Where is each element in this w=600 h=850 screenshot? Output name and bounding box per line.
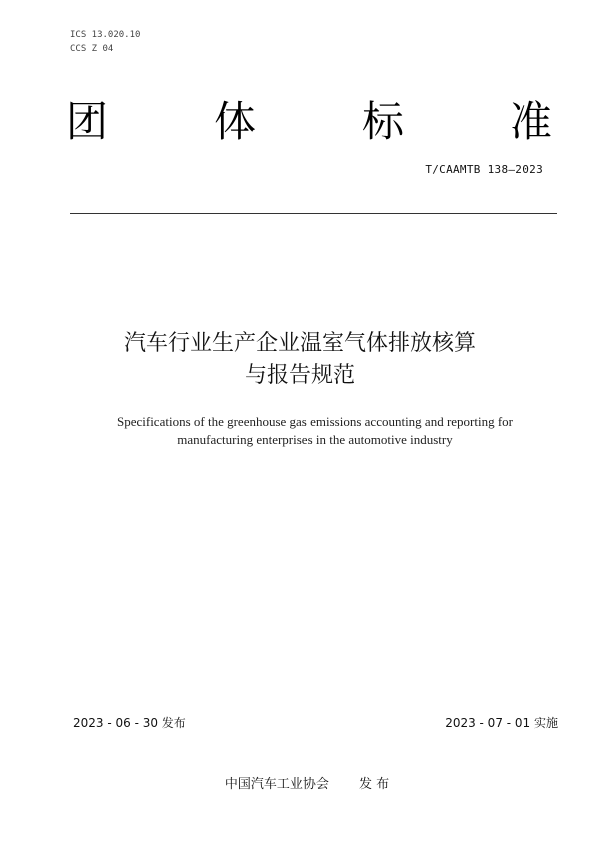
publisher-line (0, 776, 600, 794)
implementation-date: 2023 - 07 - 01 实施 (445, 716, 558, 730)
english-title-line-2: manufacturing enterprises in the automotive industry (177, 432, 453, 447)
heading-char-4: 准 (509, 97, 552, 146)
heading-char-1: 团 (66, 97, 109, 146)
ccs-code: CCS Z 04 (70, 44, 114, 54)
heading-char-2: 体 (213, 97, 256, 146)
english-title (0, 413, 600, 449)
publisher-name: 中国汽车工业协会 (224, 777, 329, 792)
issue-date: 2023 - 06 - 30 发布 (73, 716, 186, 730)
publisher-action: 发 布 (358, 777, 390, 792)
document-type-heading (66, 96, 552, 148)
standard-number: T/CAAMTB 138—2023 (425, 163, 543, 176)
ics-code: ICS 13.020.10 (70, 30, 141, 40)
english-title-line-1: Specifications of the greenhouse gas emissions accounting and reporting for (116, 414, 514, 429)
chinese-title-line-1: 汽车行业生产企业温室气体排放核算 (123, 331, 476, 356)
chinese-title (0, 328, 600, 392)
header-divider (70, 213, 557, 214)
heading-char-3: 标 (361, 97, 404, 146)
chinese-title-line-2: 与报告规范 (244, 363, 355, 388)
classification-codes (70, 28, 140, 56)
